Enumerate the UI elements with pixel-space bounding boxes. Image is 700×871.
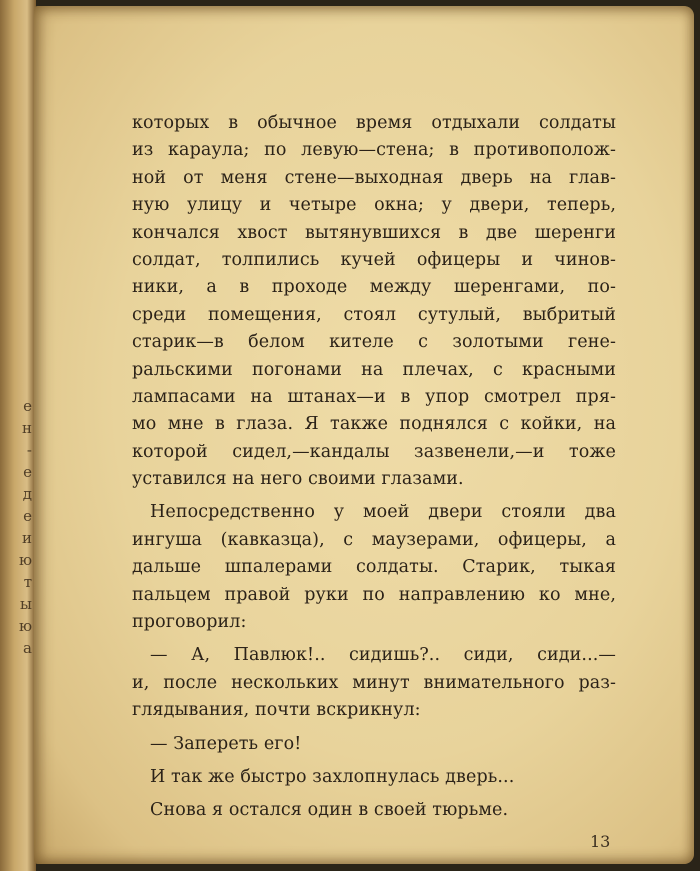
text-line: — А, Павлюк!.. сидишь?.. сиди, сиди...— — [150, 645, 616, 666]
paragraph-1 — [132, 110, 616, 493]
book-page — [34, 6, 694, 864]
text-line: которой сидел,—кандалы зазвенели,—и тоже — [132, 441, 616, 462]
text-line: уставился на него своими глазами. — [132, 469, 464, 490]
text-line: ральскими погонами на плечах, с красными — [132, 359, 616, 380]
page-number: 13 — [590, 832, 611, 851]
text-line: кончался хвост вытянувшихся в две шеренги — [132, 222, 616, 243]
text-line: солдат, толпились кучей офицеры и чинов- — [132, 249, 616, 270]
left-page-edge — [0, 0, 36, 871]
left-fragment: - — [26, 441, 32, 459]
left-fragment: е — [23, 463, 32, 481]
left-fragment: ю — [18, 551, 32, 569]
text-line: ной от меня стене—выходная дверь на глав- — [132, 167, 616, 188]
paragraph-6: Снова я остался один в своей тюрьме. — [150, 800, 509, 821]
paragraph-5: И так же быстро захлопнулась дверь... — [150, 766, 515, 787]
text-line: дальше шпалерами солдаты. Старик, тыкая — [132, 557, 616, 578]
text-line: лампасами на штанах—и в упор смотрел пря- — [132, 386, 616, 407]
paragraph-2 — [132, 499, 616, 636]
text-line: Непосредственно у моей двери стояли два — [150, 502, 616, 523]
paragraph-4: — Запереть его! — [150, 733, 302, 754]
text-line: глядывания, почти вскрикнул: — [132, 700, 421, 721]
text-line: которых в обычное время отдыхали солдаты — [132, 113, 616, 133]
text-line: из караула; по левую—стена; в противополож- — [132, 140, 616, 161]
text-line: и, после нескольких минут внимательного раз- — [132, 672, 616, 693]
text-line: старик—в белом кителе с золотыми гене- — [132, 332, 616, 353]
text-line: среди помещения, стоял сутулый, выбритый — [132, 304, 616, 325]
left-fragment: ю — [18, 617, 32, 635]
paragraph-3 — [132, 642, 616, 724]
text-line: ную улицу и четыре окна; у двери, теперь, — [132, 195, 616, 216]
text-line: ингуша (кавказца), с маузерами, офицеры, а — [132, 529, 616, 550]
left-fragment: е — [23, 397, 32, 415]
left-fragment: т — [23, 573, 32, 591]
left-fragment: ы — [20, 595, 32, 613]
left-page-fragments — [2, 395, 32, 659]
text-line: пальцем правой руки по направлению ко мне, — [132, 584, 616, 605]
left-fragment: а — [23, 639, 32, 657]
text-line: проговорил: — [132, 612, 247, 633]
left-fragment: н — [22, 419, 32, 437]
left-fragment: е — [23, 507, 32, 525]
left-fragment: д — [22, 485, 32, 503]
text-line: мо мне в глаза. Я также поднялся с койки, на — [132, 414, 616, 435]
left-fragment: и — [22, 529, 32, 547]
text-line: ники, а в проходе между шеренгами, по- — [132, 277, 616, 298]
page-body-text — [132, 110, 616, 825]
